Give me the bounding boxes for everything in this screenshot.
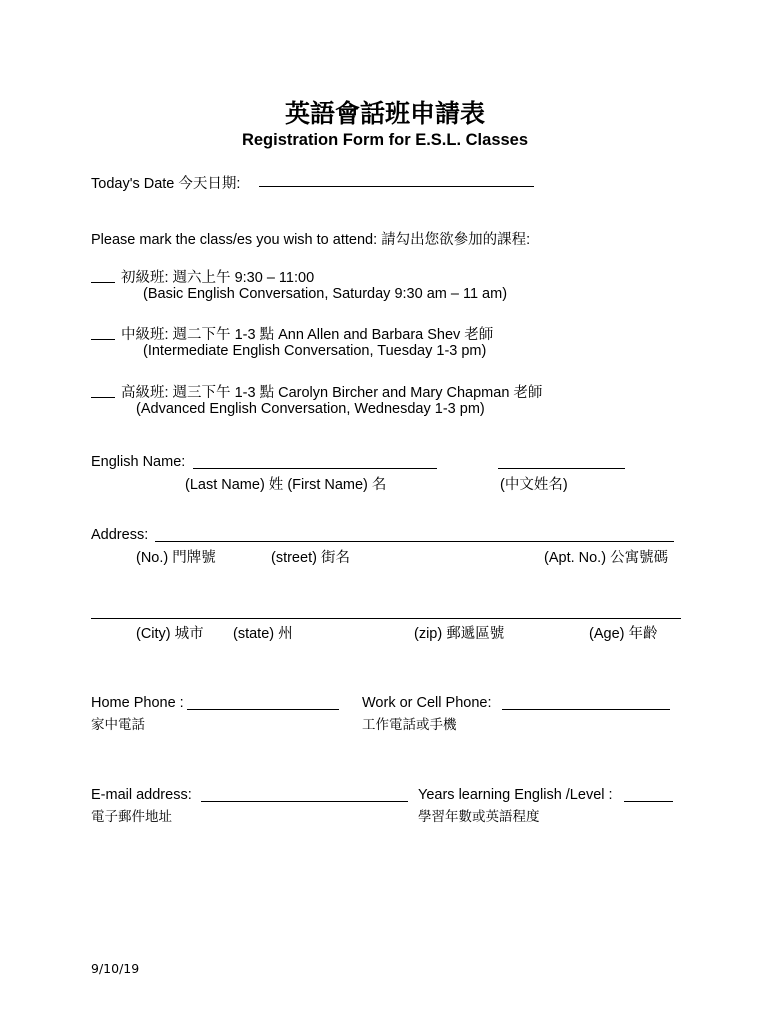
advanced-class-label: 高級班: 週三下午 1-3 點 Carolyn Bircher and Mary Chapman 老師 [121, 385, 543, 401]
email-input-line[interactable] [201, 801, 408, 802]
home-phone-input-line[interactable] [187, 709, 339, 710]
basic-class-description: (Basic English Conversation, Saturday 9:30 am – 11 am) [143, 286, 508, 302]
date-input-line[interactable] [259, 186, 534, 187]
intermediate-class-checkbox-line[interactable] [91, 339, 115, 340]
page-title-chinese: 英語會話班申請表 [284, 99, 485, 128]
home-phone-label: Home Phone : [91, 695, 184, 711]
intermediate-class-label: 中級班: 週二下午 1-3 點 Ann Allen and Barbara Shev 老師 [121, 327, 494, 343]
last-first-name-caption: (Last Name) 姓 (First Name) 名 [185, 477, 387, 493]
english-name-label: English Name: [91, 454, 186, 470]
address-street-caption: (street) 街名 [271, 550, 350, 566]
date-label: Today's Date 今天日期: [91, 176, 241, 192]
email-label: E-mail address: [91, 787, 192, 803]
address-label: Address: [91, 527, 149, 543]
english-name-input-line[interactable] [193, 468, 437, 469]
basic-class-label: 初級班: 週六上午 9:30 – 11:00 [121, 270, 315, 286]
work-phone-input-line[interactable] [502, 709, 670, 710]
years-learning-input-line[interactable] [624, 801, 673, 802]
address-zip-caption: (zip) 郵遞區號 [414, 626, 505, 642]
address-no-caption: (No.) 門牌號 [136, 550, 216, 566]
work-phone-chinese-label: 工作電話或手機 [362, 717, 457, 733]
chinese-name-caption: (中文姓名) [500, 477, 568, 493]
advanced-class-description: (Advanced English Conversation, Wednesday 1-3 pm) [136, 401, 485, 417]
address-age-caption: (Age) 年齡 [589, 626, 658, 642]
years-learning-label: Years learning English /Level : [418, 787, 613, 803]
home-phone-chinese-label: 家中電話 [91, 717, 145, 733]
years-learning-chinese-label: 學習年數或英語程度 [418, 809, 540, 825]
address-city-caption: (City) 城市 [136, 626, 204, 642]
chinese-name-input-line[interactable] [498, 468, 625, 469]
city-state-zip-input-line[interactable] [91, 618, 681, 619]
address-apt-caption: (Apt. No.) 公寓號碼 [544, 550, 669, 566]
footer-date: 9/10/19 [91, 961, 140, 976]
address-input-line[interactable] [155, 541, 674, 542]
work-phone-label: Work or Cell Phone: [362, 695, 492, 711]
advanced-class-checkbox-line[interactable] [91, 397, 115, 398]
class-prompt: Please mark the class/es you wish to attend: 請勾出您欲參加的課程: [91, 232, 531, 248]
basic-class-checkbox-line[interactable] [91, 282, 115, 283]
address-state-caption: (state) 州 [233, 626, 293, 642]
page-title-english: Registration Form for E.S.L. Classes [241, 131, 529, 149]
intermediate-class-description: (Intermediate English Conversation, Tuesday 1-3 pm) [143, 343, 487, 359]
email-chinese-label: 電子郵件地址 [91, 809, 172, 825]
